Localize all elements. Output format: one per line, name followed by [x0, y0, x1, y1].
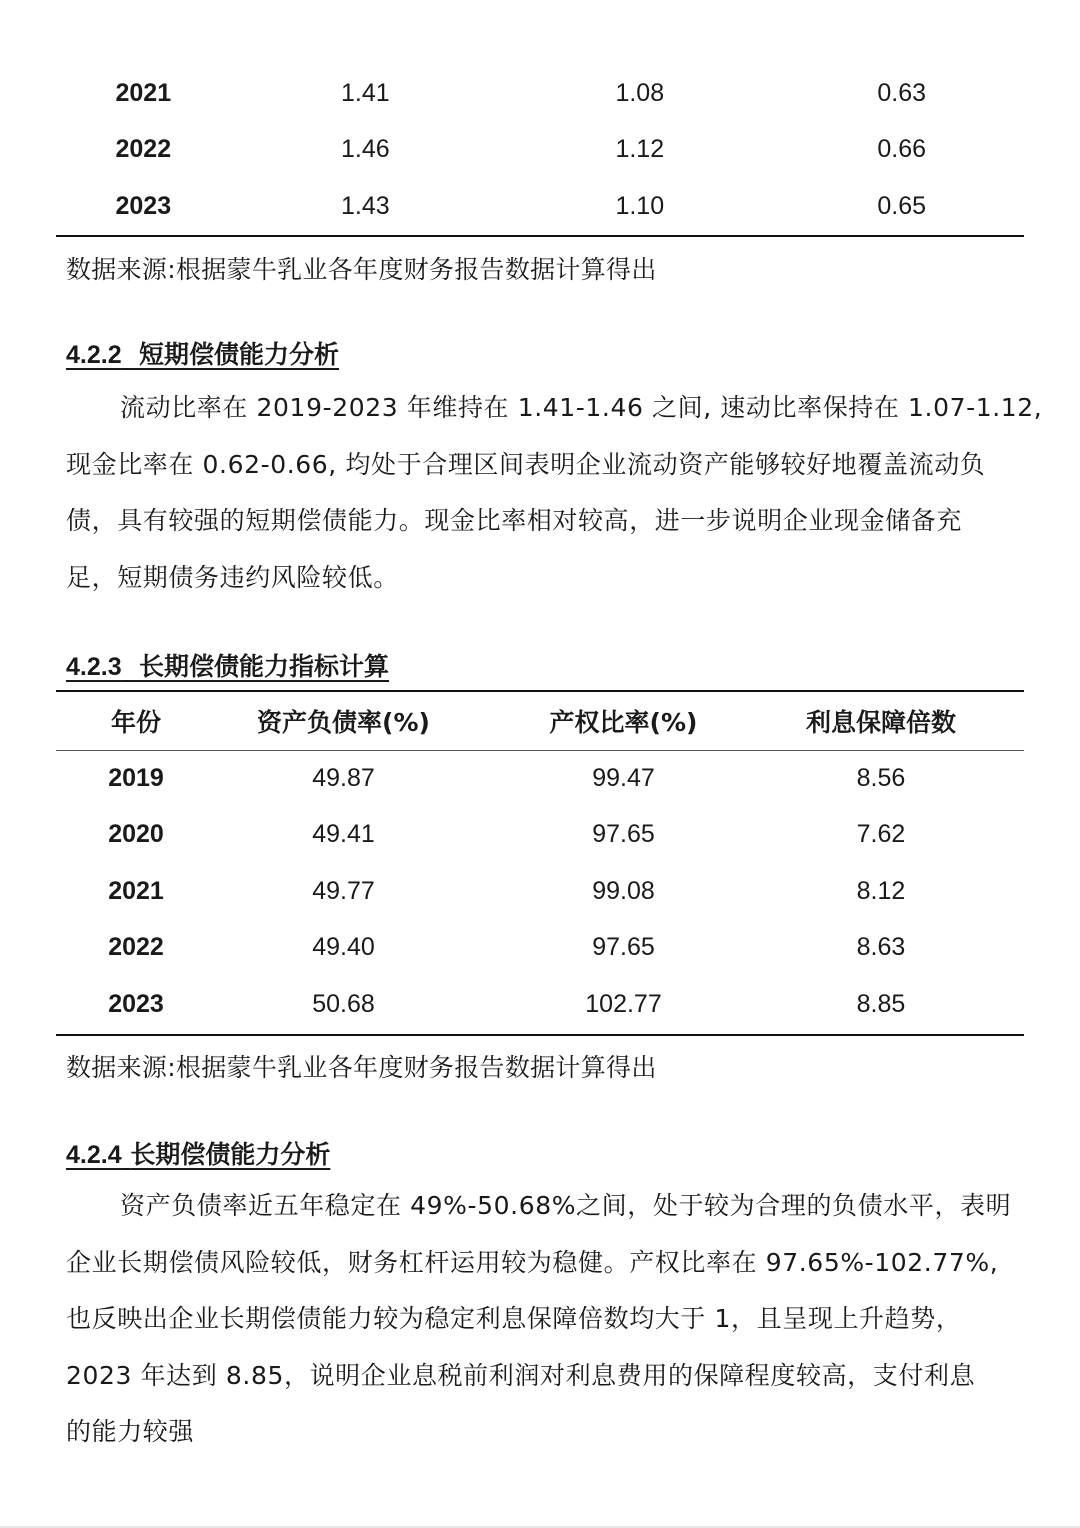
- section-number: 4.2.4: [66, 1141, 122, 1169]
- year-cell: 2022: [115, 135, 172, 164]
- liquidity-table-continuation: [56, 65, 1024, 235]
- header-debt-ratio: 资产负债率(%): [257, 708, 430, 737]
- long-term-solvency-table: [56, 692, 1024, 1033]
- cash-ratio-cell: 0.63: [877, 78, 927, 107]
- section-heading-4-2-2: [66, 335, 339, 371]
- quick-ratio-cell: 1.08: [615, 78, 665, 107]
- table-row: [56, 178, 1024, 235]
- quick-ratio-cell: 1.10: [615, 191, 665, 220]
- paragraph-long-term-analysis: [66, 1178, 1018, 1461]
- debt-ratio-cell: 49.41: [312, 820, 375, 849]
- debt-ratio-cell: 49.77: [312, 876, 375, 905]
- table-source-note: 数据来源:根据蒙牛乳业各年度财务报告数据计算得出: [66, 255, 657, 284]
- current-ratio-cell: 1.43: [341, 191, 390, 220]
- section-title: 长期偿债能力分析: [130, 1140, 331, 1169]
- paragraph-line: 资产负债率近五年稳定在 49%-50.68%之间，处于较为合理的负债水平，表明: [120, 1191, 1012, 1220]
- paragraph-line: 的能力较强: [66, 1417, 195, 1446]
- equity-ratio-cell: 102.77: [585, 989, 662, 1018]
- table-bottom-rule: [56, 235, 1024, 237]
- paragraph-line: 足，短期债务违约风险较低。: [66, 562, 399, 592]
- table-row: [56, 65, 1024, 122]
- interest-coverage-cell: 8.12: [856, 876, 906, 905]
- paragraph-line: 也反映出企业长期偿债能力较为稳定利息保障倍数均大于 1，且呈现上升趋势，: [66, 1304, 962, 1333]
- table-row: [56, 122, 1024, 179]
- debt-ratio-cell: 49.40: [312, 933, 375, 962]
- interest-coverage-cell: 8.63: [856, 933, 906, 962]
- table-row: [56, 976, 1024, 1033]
- equity-ratio-cell: 99.08: [592, 876, 655, 905]
- header-year: 年份: [110, 708, 161, 737]
- cash-ratio-cell: 0.66: [877, 135, 927, 164]
- current-ratio-cell: 1.46: [341, 135, 390, 164]
- section-heading-4-2-4: [66, 1135, 330, 1171]
- current-ratio-cell: 1.41: [341, 78, 390, 107]
- section-heading-4-2-3: [66, 647, 389, 683]
- cash-ratio-cell: 0.65: [877, 191, 927, 220]
- paragraph-line: 企业长期偿债风险较低，财务杠杆运用较为稳健。产权比率在 97.65%-102.77%,: [66, 1247, 999, 1277]
- table-row: [56, 807, 1024, 864]
- equity-ratio-cell: 97.65: [592, 933, 655, 962]
- paragraph-line: 现金比率在 0.62-0.66, 均处于合理区间表明企业流动资产能够较好地覆盖流动负: [66, 449, 986, 479]
- table-row: [56, 863, 1024, 920]
- quick-ratio-cell: 1.12: [615, 135, 665, 164]
- table-row: [56, 750, 1024, 807]
- table-header-row: [56, 692, 1024, 750]
- equity-ratio-cell: 97.65: [592, 820, 655, 849]
- section-number: 4.2.3: [66, 653, 122, 681]
- year-cell: 2022: [108, 933, 164, 962]
- section-number: 4.2.2: [66, 341, 122, 369]
- year-cell: 2023: [115, 191, 172, 220]
- year-cell: 2021: [115, 78, 172, 107]
- year-cell: 2021: [108, 876, 164, 905]
- table-bottom-rule: [56, 1034, 1024, 1036]
- table-header-rule: [56, 750, 1024, 751]
- debt-ratio-cell: 49.87: [312, 763, 375, 792]
- interest-coverage-cell: 8.56: [856, 763, 906, 792]
- header-interest-coverage: 利息保障倍数: [805, 708, 956, 737]
- paragraph-line: 债，具有较强的短期偿债能力。现金比率相对较高，进一步说明企业现金储备充: [66, 506, 963, 535]
- interest-coverage-cell: 7.62: [856, 820, 906, 849]
- section-title: 长期偿债能力指标计算: [139, 652, 390, 681]
- table-source-note: 数据来源:根据蒙牛乳业各年度财务报告数据计算得出: [66, 1053, 657, 1082]
- interest-coverage-cell: 8.85: [856, 989, 906, 1018]
- header-equity-ratio: 产权比率(%): [549, 708, 698, 737]
- paragraph-line: 流动比率在 2019-2023 年维持在 1.41-1.46 之间, 速动比率保持在 1.07-1.12,: [120, 393, 1043, 422]
- paragraph-short-term-analysis: [66, 380, 1043, 606]
- equity-ratio-cell: 99.47: [592, 763, 655, 792]
- table-row: [56, 920, 1024, 977]
- year-cell: 2019: [108, 763, 164, 792]
- paragraph-line: 2023 年达到 8.85，说明企业息税前利润对利息费用的保障程度较高，支付利息: [66, 1360, 976, 1390]
- debt-ratio-cell: 50.68: [312, 989, 375, 1018]
- year-cell: 2023: [108, 989, 164, 1018]
- year-cell: 2020: [108, 820, 164, 849]
- section-title: 短期偿债能力分析: [139, 340, 340, 369]
